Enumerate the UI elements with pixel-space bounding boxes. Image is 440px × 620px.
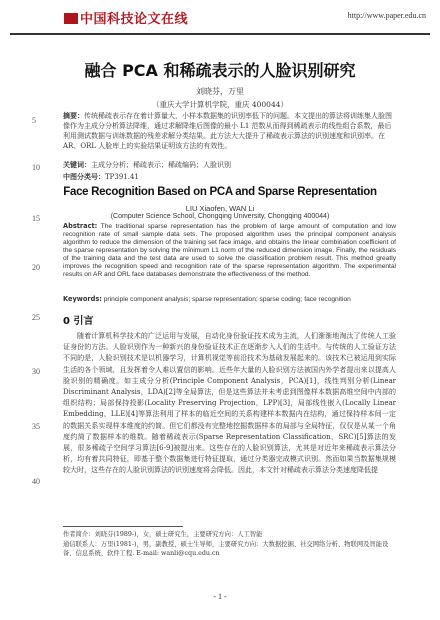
footnote-contact: 通信联系人：万里(1981-)，男，副教授，硕士生导师，主要研究方向：大数据挖掘、社交网络分析、物联网及智能设备、信息系统、软件工程. E-mail: wanli@cqu.edu.cn	[63, 541, 389, 557]
page-number: - 1 -	[213, 592, 227, 601]
logo-text: 中国科技论文在线	[80, 12, 189, 27]
site-logo[interactable]	[64, 8, 188, 27]
line-number: 15	[32, 214, 40, 223]
line-number: 30	[32, 367, 40, 376]
line-number: 25	[32, 313, 40, 322]
abstract-en	[63, 222, 396, 295]
line-number: 20	[32, 263, 40, 272]
header-divider	[10, 33, 430, 35]
keywords-en-text: principle component analysis; sparse representation; sparse coding; face recognition	[103, 296, 351, 303]
site-url[interactable]: http://www.paper.edu.cn	[347, 11, 426, 20]
classification-zh-label: 中图分类号：	[63, 173, 105, 181]
abstract-en-label: Abstract:	[63, 222, 98, 230]
abstract-zh-text: 传统稀疏表示存在着计算量大，小样本数据集的识别率低下的问题。本文提出的算法将训练集人脸图像作为主成分分析算法降维，通过求解降维后图像的最小 L1 范数从而得到稀疏表示的线性组合系数，最后利用测试数据与训练数据的残差求解分类结果。此方法大大提升了稀疏表示算法的识别速度和识别率。在 AR、ORL 人脸库上的实验结果证明该方法的有效性。	[63, 112, 392, 150]
line-number: 40	[32, 477, 40, 486]
abstract-zh-label: 摘要：	[63, 112, 84, 120]
section-heading: 0 引言	[63, 316, 94, 327]
keywords-zh-label: 关键词：	[63, 161, 91, 169]
affiliation-en: (Computer Science School, Chongqing University, Chongqing 400044)	[110, 213, 330, 220]
paper-title-zh: 融合 PCA 和稀疏表示的人脸识别研究	[84, 61, 356, 80]
abstract-en-text: The traditional sparse representation has the problem of large amount of computation and low recognition rate of small sample data sets. The proposed algorithm uses the principal component analysis algorithm to reduce the dimension of the training set face image, and obtains the linear combination coefficient of the sparse representation by solving the minimum L1 norm of the reduced dimension image. Finally, the residuals of the training data and the test data are used to solve the classification problem result. This method greatly improves the recognition speed and recognition rate of the sparse representation algorithm. The experimental results on AR and ORL face databases demonstrate the effectiveness of the method.	[63, 223, 396, 278]
authors-en: LIU Xiaofen, WAN Li	[185, 204, 255, 213]
logo-mark-icon	[64, 13, 78, 24]
keywords-en-label: Keywords:	[63, 295, 102, 303]
footnote-divider	[63, 526, 183, 527]
keywords-en	[63, 295, 396, 304]
abstract-zh	[63, 111, 396, 161]
keywords-zh	[63, 160, 396, 170]
intro-paragraph: 随着计算机科学技术的广泛运用与发展，自动化身份验证技术成为主流，人们渐渐地淘汰了传统人工验证身份的方法。人脸识别作为一种新兴的身份验证技术正在逐渐步入人们的生活中。与传统的人工验证方法不同的是，人脸识别技术是以机器学习，计算机视觉等前沿技术为基础发展起来的。该技术已被运用到实际生活的各个领域，且发挥着令人难以置信的影响。近些年大量的人脸识别方法被国内外学者提出来以提高人脸识别的精确度。如主成分分析(Principle Component Analysis，PCA)[1]，线性判别分析(Linear Discriminant Analysis，LDA)[2]等全局算法，但是这些算法并未考虑到图像样本数据高维空间中内部的组织结构；局部保持投影(Locality Preserving Projection，LPP)[3]，局部线性嵌入(Locally Linear Embedding，LLE)[4]等算法利用了样本的临近空间的关系构建样本数据内在结构，通过保持样本间一定的数据关系实现样本维度的约简。但它们都没有完整地挖掘数据样本的局部与全局特征，仅仅是从某一个角度约简了数据样本的维数。随着稀疏表示(Sparse Representation Classification，SRC)[5]算法的发展，很多稀疏子空间学习算法[6-9]被提出来。这些存在的人脸识别算法，尤其是对近年来稀疏表示算法分析，均有着共同特征，即基于整个数据集进行特征提取，通过分类器完成模式识别。然而如果当数据集规模较大时，这些存在的人脸识别算法的识别速度将会降低。因此，本文针对稀疏表示算法分类速度降低提	[63, 332, 396, 475]
footnote-author: 作者简介：刘晓芬(1989-)，女，硕士研究生，主要研究方向：人工智能	[63, 531, 263, 538]
site-header	[10, 6, 430, 28]
line-number: 35	[32, 422, 40, 431]
line-number: 5	[32, 116, 36, 125]
affiliation-zh: （重庆大学计算机学院，重庆 400044）	[151, 100, 288, 109]
classification-zh-text: TP391.41	[105, 173, 139, 181]
paper-title-en: Face Recognition Based on PCA and Sparse Representation	[63, 186, 377, 198]
authors-zh: 刘晓芬，万里	[196, 87, 244, 96]
keywords-zh-text: 主成分分析；稀疏表示；稀疏编码；人脸识别	[91, 161, 231, 169]
classification-zh	[63, 172, 396, 182]
line-number: 10	[32, 163, 40, 172]
